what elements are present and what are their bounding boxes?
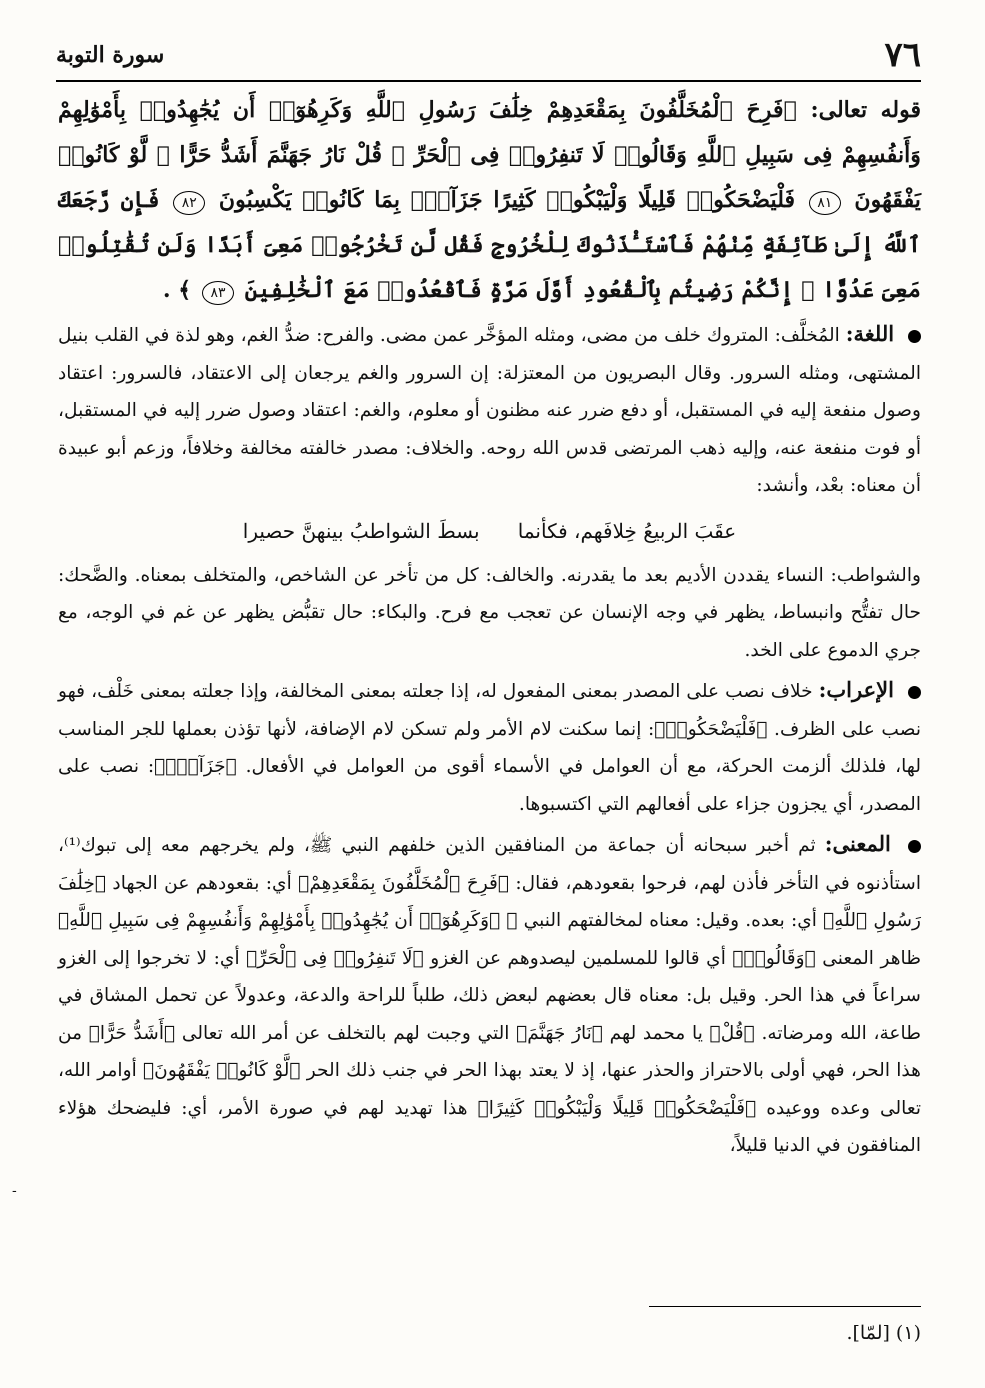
maana-section	[58, 825, 921, 1165]
footnote-divider	[649, 1306, 921, 1307]
quran-closing: ﴾ .	[162, 277, 192, 303]
bullet-icon	[908, 330, 921, 343]
bullet-icon	[908, 840, 921, 853]
page-body	[58, 88, 921, 1165]
header-divider	[56, 80, 921, 82]
quran-lead: قوله تعالى:	[810, 97, 921, 123]
quran-text-3: فَإِن رَّجَعَكَ ٱللَّهُ إِلَىٰ طَآئِفَةٍ مِّنْهُمْ فَٱسْتَـْٔذَنُوكَ لِلْخُرُوجِ فَقُل لَّن تَخْرُجُوا۟ مَعِىَ أَبَدًا وَلَن تُقَٰتِلُوا۟ مَعِىَ عَدُوًّا ۖ إِنَّكُمْ رَضِيتُم بِٱلْقُعُودِ أَوَّلَ مَرَّةٍ فَٱقْعُدُوا۟ مَعَ ٱلْخَٰلِفِينَ	[58, 187, 921, 303]
quran-text-1: ﴿فَرِحَ ٱلْمُخَلَّفُونَ بِمَقْعَدِهِمْ خِلَٰفَ رَسُولِ ٱللَّهِ وَكَرِهُوٓا۟ أَن يُجَٰهِدُوا۟ بِأَمْوَٰلِهِمْ وَأَنفُسِهِمْ فِى سَبِيلِ ٱللَّهِ وَقَالُوا۟ لَا تَنفِرُوا۟ فِى ٱلْحَرِّ ۗ قُلْ نَارُ جَهَنَّمَ أَشَدُّ حَرًّا ۚ لَّوْ كَانُوا۟ يَفْقَهُونَ	[58, 97, 921, 213]
ayah-number-82: ٨٢	[173, 191, 205, 215]
lugha-text-2-paragraph	[58, 557, 921, 670]
page-number: ٧٦	[884, 35, 921, 75]
verse-hemistich-2: بسطَ الشواطبُ بينهنَّ حصيرا	[242, 518, 480, 543]
margin-mark: -	[12, 1183, 17, 1199]
irab-heading: الإعراب:	[818, 677, 894, 702]
lugha-section	[58, 315, 921, 505]
irab-section	[58, 671, 921, 823]
footnote: (١) [لمّا].	[846, 1322, 921, 1344]
quran-passage	[58, 88, 921, 313]
maana-heading: المعنى:	[824, 831, 891, 856]
maana-text: ثم أخبر سبحانه أن جماعة من المنافقين الذين خلفهم النبي ﷺ، ولم يخرجهم معه إلى تبوك⁽¹⁾، استأذنوه في التأخر فأذن لهم، فرحوا بقعودهم، فقال: ﴿فَرِحَ ٱلْمُخَلَّفُونَ بِمَقْعَدِهِمْ﴾ أي: بقعودهم عن الجهاد ﴿خِلَٰفَ رَسُولِ ٱللَّهِ﴾ أي: بعده. وقيل: معناه لمخالفتهم النبي ﷺ ﴿وَكَرِهُوٓا۟ أَن يُجَٰهِدُوا۟ بِأَمْوَٰلِهِمْ وَأَنفُسِهِمْ فِى سَبِيلِ ٱللَّهِ﴾ ظاهر المعنى ﴿وَقَالُوا۟﴾ أي قالوا للمسلمين ليصدوهم عن الغزو ﴿لَا تَنفِرُوا۟ فِى ٱلْحَرِّ﴾ أي: لا تخرجوا إلى الغزو سراعاً في هذا الحر. وقيل بل: معناه قال بعضهم لبعض ذلك، طلباً للراحة والدعة، وعدولاً عن تحمل المشاق في طاعة، الله ومرضاته. ﴿قُلْ﴾ يا محمد لهم ﴿نَارُ جَهَنَّمَ﴾ التي وجبت لهم بالتخلف عن أمر الله تعالى ﴿أَشَدُّ حَرًّا﴾ من هذا الحر، فهي أولى بالاحتراز والحذر عنها، إذ لا يعتد بهذا الحر في جنب ذلك الحر ﴿لَّوْ كَانُوا۟ يَفْقَهُونَ﴾ أوامر الله، تعالى وعده ووعيده ﴿فَلْيَضْحَكُوا۟ قَلِيلًا وَلْيَبْكُوا۟ كَثِيرًا﴾ هذا تهديد لهم في صورة الأمر، أي: فليضحك هؤلاء المنافقون في الدنيا قليلاً،	[58, 835, 921, 1156]
ayah-number-83: ٨٣	[202, 281, 234, 305]
irab-text: خلاف نصب على المصدر بمعنى المفعول له، إذا جعلته بمعنى المخالفة، وإذا جعلته بمعنى خَلْف، فهو نصب على الظرف. ﴿فَلْيَضْحَكُوا۟﴾: إنما سكنت لام الأمر ولم تسكن لام الإضافة، لأنها تؤذن بعملها للجر المناسب لها، فلذلك ألزمت الحركة، مع أن العوامل في الأسماء أقوى من العوامل في الأفعال. ﴿جَزَآءًۢ﴾: نصب على المصدر، أي يجزون جزاء على أفعالهم التي اكتسبوها.	[58, 681, 921, 815]
lugha-text-2: والشواطب: النساء يقددن الأديم بعد ما يقدرنه. والخالف: كل من تأخر عن الشاخص، والمتخلف بمعناه. والضَّحك: حال تفتُّح وانبساط، يظهر في وجه الإنسان عن تعجب مع فرح. والبكاء: حال تقبُّض يظهر عن غم في الوجه، مع جري الدموع على الخد.	[58, 564, 921, 661]
surah-title: سورة التوبة	[56, 42, 165, 68]
poetry-verse	[58, 511, 921, 551]
lugha-heading: اللغة:	[845, 321, 895, 346]
ayah-number-81: ٨١	[809, 191, 841, 215]
lugha-text-1: المُخلَّف: المتروك خلف من مضى، ومثله المؤخَّر عمن مضى. والفرح: ضدُّ الغم، وهو لذة في القلب بنيل المشتهى، ومثله السرور. وقال البصريون من المعتزلة: إن السرور والغم يرجعان إلى الاعتقاد، فالسرور: اعتقاد وصول منفعة إليه في المستقبل، أو دفع ضرر عنه مظنون أو معلوم، والغم: اعتقاد وصول ضرر إليه في المستقبل، أو فوت منفعة عنه، وإليه ذهب المرتضى قدس الله روحه. والخلاف: مصدر خالفته مخالفة وخلافاً، وزعم أبو عبيدة أن معناه: بعْد، وأنشد:	[58, 325, 921, 496]
bullet-icon	[908, 686, 921, 699]
quran-text-2: فَلْيَضْحَكُوا۟ قَلِيلًا وَلْيَبْكُوا۟ كَثِيرًا جَزَآءًۢ بِمَا كَانُوا۟ يَكْسِبُونَ	[218, 187, 796, 213]
verse-hemistich-1: عقَبَ الربيعُ خِلافَهم، فكأنما	[517, 518, 737, 543]
page-header	[56, 34, 921, 76]
